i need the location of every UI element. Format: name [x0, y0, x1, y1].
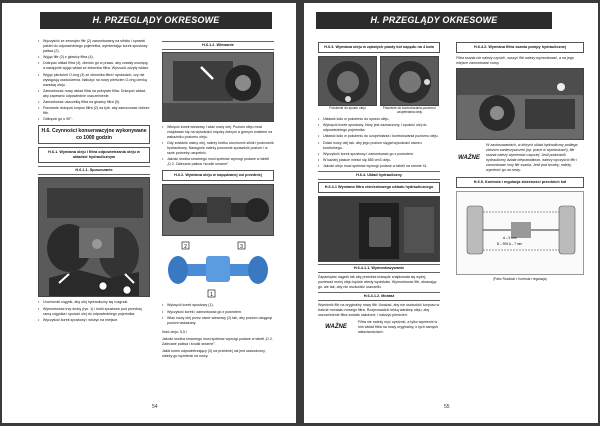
list-item: • Zamontować nowy wkład filtra na pokrywie filtra. Dokręcić wkład, aby zapewnić odpowiednie uszczelnienie. — [38, 89, 150, 99]
section-heading-h6: H.6. Czynności konserwacyjne wykonywane co 1000 godzin — [38, 125, 150, 144]
list-item: • Wkręcić korek wlewowy i wlać nowy olej. Poziom oleju musi znajdować się na wysokości między dolnym a górnym znakiem na wskaźniku poziomu oleju. — [162, 125, 274, 140]
front-axle-photo — [162, 184, 274, 236]
list-item: • Zamontować uszczelkę filtra na głowicy filtra (5). — [38, 100, 150, 105]
suction-filter-photo — [456, 68, 584, 140]
list-item: • Gdy zostanie wlany olej, należy krótko uruchomić silnik i podnośnik hydrauliczny. Następnie należy ponownie sprawdzić poziom i w razie potrzeby uzupełnić. — [162, 141, 274, 156]
toe-label-a: A – 5 mm — [503, 236, 517, 240]
drain-steps-list — [38, 300, 150, 322]
section-heading-h6-4: H.6.4. Układ hydrauliczny — [318, 171, 440, 180]
drain-plug-photo — [38, 177, 150, 297]
warning-label: WAŻNE — [325, 324, 347, 331]
suction-filter-text: Filtra ssania nie należy czyścić, suszyć filtr należy wymontować, a na jego miejsce zamontować nowy. — [456, 56, 574, 65]
section-heading-h6-4-1-1: H.6.4.1.1. Wymontowywanie — [318, 264, 440, 273]
page-banner-right: H. PRZEGLĄDY OKRESOWE — [316, 12, 552, 29]
list-item: • Dolać nowy olej tak, aby jego poziom sięgał wysokości otworu kontrolnego. — [318, 141, 440, 151]
breather-note-text: Jakiś korek odpowietrzający (3) na przedniej osi jest uszkodzony, należy go wymienić na nowy. — [162, 348, 266, 358]
right-page — [304, 3, 598, 423]
right-page-column-1 — [318, 39, 440, 335]
left-page-column-2 — [162, 39, 274, 361]
tractor-underside-illustration — [39, 178, 150, 297]
page-number-right: 55 — [444, 404, 450, 410]
axle-steps-list — [162, 303, 274, 325]
list-item: • W każdej piaście mieści się 850 cm3 oleju. — [318, 158, 440, 163]
section-heading-h6-1-2: H.6.1.2. Wlewanie — [162, 41, 274, 50]
warning-block-1 — [318, 320, 440, 335]
page-banner-left: H. PRZEGLĄDY OKRESOWE — [40, 12, 272, 29]
hub-level-caption: Położenie do kontrolowania poziomu i uzupełniania oleju — [382, 106, 437, 114]
hub-drain-illustration — [319, 57, 377, 106]
hub-photo-level — [380, 56, 439, 114]
section-heading-h6-4-1: H.6.4.1 Wymiana filtra ciśnieniowego układu hydraulicznego — [318, 182, 440, 193]
list-item: • Wyjąć pierścień O-ring (3) ze zbiornika filtra i sprawdzić, czy nie występują uszkodzenia. Nałożyć na nowy pierścień O-ring cienką warstwę oleju. — [38, 73, 150, 88]
lubricant-spec-text: Jakość środka smarnego musi spełniać wymogi podane w tabeli „D.2. Zalecane paliwa i środki smarne”. — [162, 336, 273, 346]
list-item: • Odkręcić go o 90°. — [38, 117, 150, 122]
section-heading-h6-4-1-2: H.6.4.1.2. Montaż — [318, 292, 440, 301]
section-heading-h6-4-2: H.6.4.2. Wymiana filtra ssania pompy hydraulicznej — [456, 42, 584, 53]
list-item: • Wyczyścić korek spustowy i włożyć na miejsce. — [38, 318, 150, 323]
right-page-column-2 — [456, 39, 584, 281]
oil-filler-photo — [162, 52, 274, 122]
toe-in-diagram — [456, 191, 584, 275]
list-item: • Wyjąć filtr (2) z głowicy filtra (4). — [38, 55, 150, 60]
list-item: • Wymontować trzy śruby (rys. 1) i korki spustowe pod przednią ramą ciągnika i spuścić olej do odpowiedniego pojemnika. — [38, 307, 150, 317]
list-item: • Uruchomić ciągnik, aby olej hydrauliczny się rozgrzał. — [38, 300, 150, 305]
fill-steps-list — [162, 125, 274, 167]
section-heading-h6-2: H.6.2. Wymiana oleju w napędzanej osi przedniej — [162, 170, 274, 181]
section-heading-h6-3: H.6.3. Wymiana oleju w zębatych piasty kół napędu na 4 koła — [318, 42, 440, 53]
mounting-text: Wymienić filtr na oryginalny nowy filtr. Uważać, aby nie uszkodzić korpusu w trakcie montażu nowego filtra. Rozprowadzić lekką warstwę oleju, aby uszczelnienie filtra zostało nałożone, i nałożyć pierścień. — [318, 303, 440, 318]
toe-in-illustration — [457, 192, 585, 276]
list-item: • Wykręcić korek spustowy, który jest zaznaczony, i spuścić olej do odpowiedniego pojemnika. — [318, 123, 440, 133]
oil-quantity-text: Ilość oleju: 5,5 l — [162, 329, 187, 334]
callout-label: 1 — [210, 292, 213, 299]
toe-label-b: B – 905 A – 7 mm — [497, 242, 523, 246]
section-heading-h6-1: H.6.1. Wymiana oleju i filtra odpowietrzania oleju w układzie hydraulicznym — [38, 147, 150, 163]
list-item: • Wyczyścić korek spustowy i zamontować go z powrotem. — [318, 152, 440, 157]
hub-drain-photo — [318, 56, 377, 106]
list-item: • Wyczyścić ze zewnątrz filtr (2) zamontowany na silniku i sprawić pakiet do odpowiedniego pojemnika, wymieniając korek spustowy paliwa (2). — [38, 39, 150, 54]
list-item: • Dokręcić wkład filtra (4), obrócić go w prawo, aby zostały usunięty, a następnie wyjąć wkład ze zbiornika filtra. Wyrzucić zużyty wkład. — [38, 61, 150, 71]
left-page-column-1 — [38, 39, 150, 324]
list-item: • Ustawić koło w położeniu do uzupełniania i kontrolowania poziomu oleju. — [318, 134, 440, 139]
axle-photo-illustration — [163, 185, 274, 236]
hub-photo-drain — [318, 56, 377, 114]
hub-steps-list — [318, 117, 440, 169]
page-number-left: 54 — [152, 404, 158, 410]
removal-text: Zapamiętać ciągnik tak aby przednia krawędź znajdowała się wyżej, ponieważ mniej oleju będzie wtedy wyciekało. Wymontować filtr, obracając go, ale tak, aby nie uszkodzić uszczelki. — [318, 275, 437, 290]
pressure-filter-illustration — [319, 197, 440, 262]
section-heading-h6-1-1: H.6.1.1. Spuszczanie — [38, 166, 150, 175]
toe-in-caption: (Patrz Rozdział I, Kontrola i regulacja) — [493, 277, 547, 281]
filler-cap-illustration — [163, 53, 274, 122]
hub-level-illustration — [381, 57, 439, 106]
section-heading-h6-5: H.6.5. Kontrola i regulacja zbieżności przednich kół — [456, 177, 584, 188]
callout-label: 2 — [184, 244, 187, 251]
list-item: • Ponownie dokręcić korpus filtra (2) na tyle, aby zamocować dobrze filtr. — [38, 106, 150, 116]
axle-diagram-illustration — [162, 238, 274, 300]
callout-label: 3 — [240, 244, 243, 251]
left-page — [2, 3, 296, 423]
hub-drain-caption: Położenie do spustu oleju — [329, 106, 366, 110]
list-item: • Wyczyścić korek i zamontować go z powrotem. — [162, 310, 274, 315]
warning-label: WAŻNE — [458, 154, 480, 161]
list-item: • Jakość oleju musi spełniać wymogi podane w tabeli na stronie 41. — [318, 164, 440, 169]
hub-photos — [318, 56, 440, 114]
list-item: • Wlać nowy olej przez otwór wlewowy (2) tak, aby poziom osiągnął poziom wskazany. — [162, 316, 274, 326]
list-item: • Jakość środka smarnego musi spełniać wymogi podane w tabeli „D.2. Zalecane paliwa i środki smarne”. — [162, 157, 274, 167]
warning-text: Filtra nie należy myć opróżnić, a tylko wymienić w nim wkład filtra na nowy oryginalny, o tych samych właściwościach. — [358, 320, 439, 335]
suction-filter-illustration — [457, 69, 584, 140]
pressure-filter-photo — [318, 196, 440, 262]
hub-level-photo — [380, 56, 439, 106]
list-item: • Wykręcić korek spustowy (1). — [162, 303, 274, 308]
filter-steps-list — [38, 39, 150, 122]
list-item: • Ustawić koło w położeniu do spustu oleju. — [318, 117, 440, 122]
front-axle-diagram — [162, 238, 274, 300]
warning-text: W zastosowaniach, w których układ hydrauliczny podlega zbiorom zanieczyszczeń (np. prace w wyrobiskach), filtr ssania należy wymieniać częściej. Jeśli podnośnik hydrauliczny działa nieprawidłowo, należy wyczyścić filtr i zamontować inny filtr ssania. Jeśli pod brudny, należy wymienić go na nowy. — [486, 143, 578, 172]
warning-block-2 — [456, 143, 584, 173]
